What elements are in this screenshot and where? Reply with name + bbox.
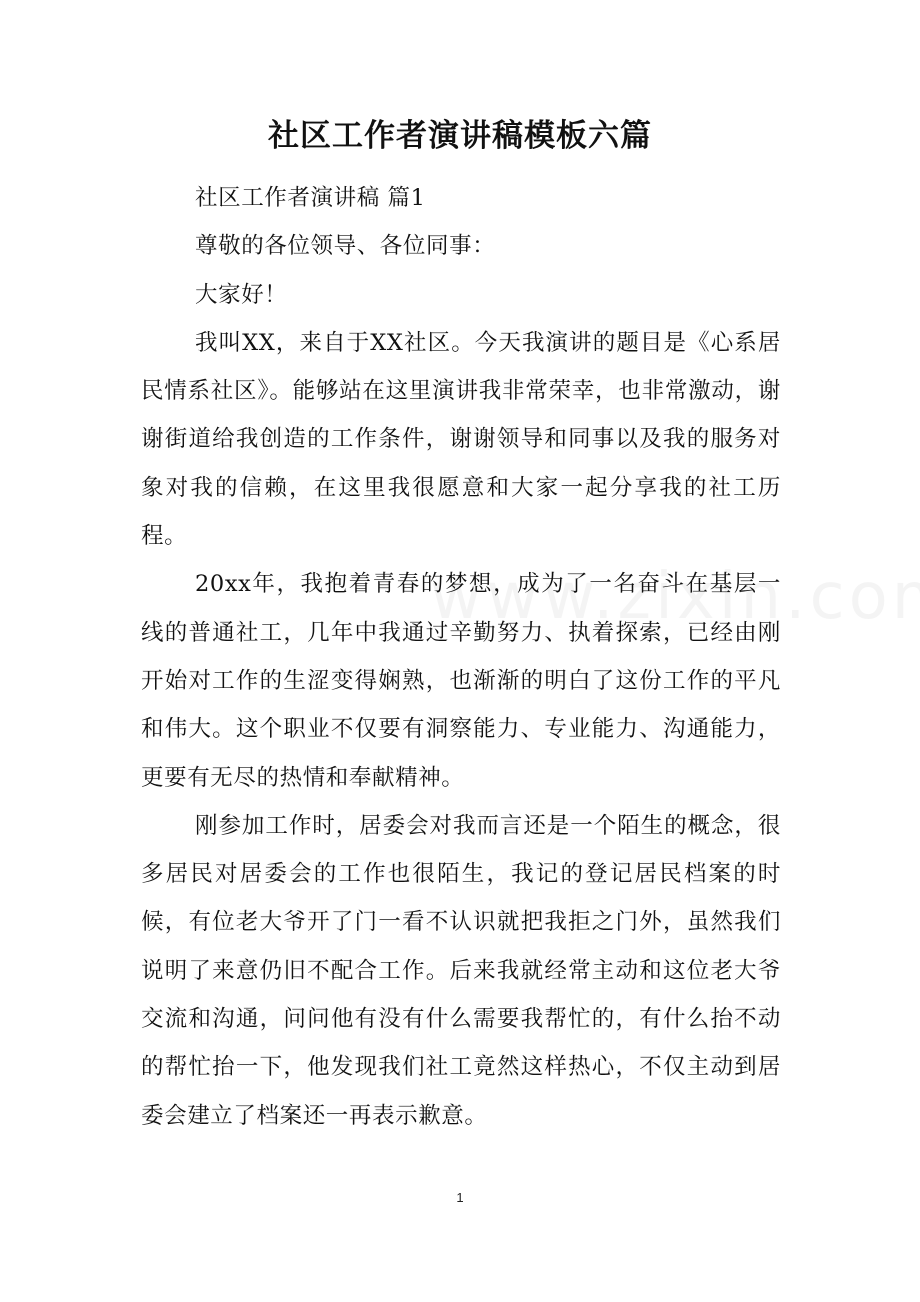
body-paragraph: 我叫XX，来自于XX社区。今天我演讲的题目是《心系居民情系社区》。能够站在这里演讲我非常荣幸，也非常激动，谢谢街道给我创造的工作条件，谢谢领导和同事以及我的服务对象对我的信赖，在这里我很愿意和大家一起分享我的社工历程。: [141, 329, 781, 550]
body-paragraph: 20xx年，我抱着青春的梦想，成为了一名奋斗在基层一线的普通社工，几年中我通过辛勤努力、执着探索，已经由刚开始对工作的生涩变得娴熟，也渐渐的明白了这份工作的平凡和伟大。这个职业不仅要有洞察能力、专业能力、沟通能力，更要有无尽的热情和奉献精神。: [141, 571, 781, 791]
salutation: 尊敬的各位领导、各位同事：: [195, 233, 496, 260]
section-heading: 社区工作者演讲稿 篇1: [195, 185, 426, 211]
document-body: [141, 174, 781, 1140]
document-title: 社区工作者演讲稿模板六篇: [268, 118, 652, 154]
page-number: 1: [456, 1190, 464, 1205]
greeting: 大家好！: [195, 281, 288, 308]
body-paragraph: 刚参加工作时，居委会对我而言还是一个陌生的概念，很多居民对居委会的工作也很陌生，我记的登记居民档案的时候，有位老大爷开了门一看不认识就把我拒之门外，虽然我们说明了来意仍旧不配合工作。后来我就经常主动和这位老大爷交流和沟通，问问他有没有什么需要我帮忙的，有什么抬不动的帮忙抬一下，他发现我们社工竟然这样热心，不仅主动到居委会建立了档案还一再表示歉意。: [141, 812, 781, 1129]
